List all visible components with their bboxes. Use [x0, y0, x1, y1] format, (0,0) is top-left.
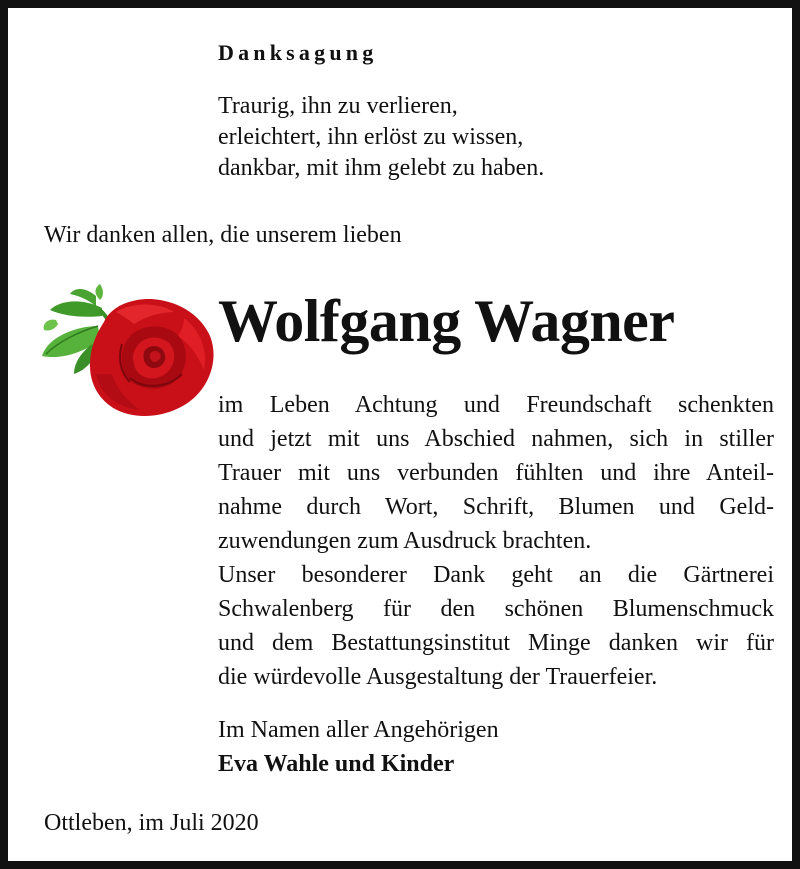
signature-names: Eva Wahle und Kinder	[218, 751, 455, 777]
poem-line: Traurig, ihn zu verlieren,	[218, 93, 458, 119]
body-line: Unser besonderer Dank geht an die Gärtnerei	[218, 562, 774, 588]
place-date: Ottleben, im Juli 2020	[44, 810, 259, 836]
signature-line: Im Namen aller Angehörigen	[218, 717, 499, 743]
poem	[218, 91, 544, 184]
body-line: und jetzt mit uns Abschied nahmen, sich in stiller	[218, 426, 774, 452]
body-line: Schwalenberg für den schönen Blumenschmuck	[218, 596, 774, 622]
signature-block	[218, 713, 499, 781]
body-line: im Leben Achtung und Freundschaft schenkten	[218, 392, 774, 418]
body-line: Trauer mit uns verbunden fühlten und ihre Anteil-	[218, 460, 774, 486]
body-text	[218, 388, 774, 694]
body-line: und dem Bestattungsinstitut Minge danken wir für	[218, 630, 774, 656]
body-line: nahme durch Wort, Schrift, Blumen und Geld-	[218, 494, 774, 520]
poem-line: dankbar, mit ihm gelebt zu haben.	[218, 155, 545, 181]
body-line: zuwendungen zum Ausdruck brachten.	[218, 528, 592, 554]
poem-line: erleichtert, ihn erlöst zu wissen,	[218, 124, 524, 150]
intro-text: Wir danken allen, die unserem lieben	[44, 222, 402, 248]
red-rose-icon	[34, 282, 222, 424]
heading: Danksagung	[218, 40, 378, 65]
deceased-name: Wolfgang Wagner	[218, 288, 675, 354]
body-line: die würdevolle Ausgestaltung der Trauerfeier.	[218, 664, 658, 690]
